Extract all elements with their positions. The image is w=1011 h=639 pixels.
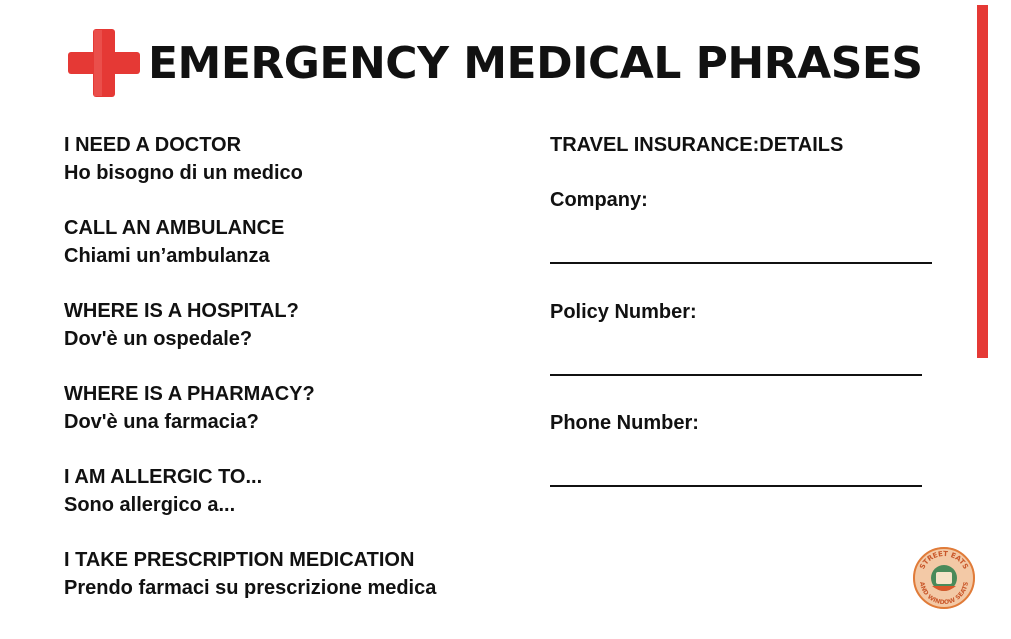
- insurance-details: [550, 131, 950, 159]
- policy-number-label: Policy Number:: [550, 301, 697, 323]
- phrase-english: WHERE IS A HOSPITAL?: [64, 300, 299, 322]
- insurance-heading: TRAVEL INSURANCE:DETAILS: [550, 134, 844, 156]
- phrase-english: I AM ALLERGIC TO...: [64, 466, 263, 488]
- phrase-english: CALL AN AMBULANCE: [64, 217, 285, 239]
- phone-number-blank-line: [550, 485, 922, 487]
- logo-text-top: STREET EATS: [918, 549, 970, 571]
- phrase-italian: Dov'è un ospedale?: [64, 328, 253, 350]
- logo-text-bottom: AND WINDOW SEATS: [918, 581, 970, 607]
- phrase-list: [64, 131, 504, 629]
- company-label: Company:: [550, 189, 648, 211]
- phrase-item: [64, 463, 504, 519]
- phrase-english: I TAKE PRESCRIPTION MEDICATION: [64, 549, 415, 571]
- phrase-item: [64, 297, 504, 353]
- phrase-italian: Chiami un’ambulanza: [64, 245, 270, 267]
- policy-number-blank-line: [550, 374, 922, 376]
- street-eats-logo: [912, 546, 976, 610]
- phrase-item: [64, 380, 504, 436]
- phrase-english: WHERE IS A PHARMACY?: [64, 383, 315, 405]
- accent-bar: [977, 5, 988, 358]
- phrase-item: [64, 131, 504, 187]
- phrase-italian: Prendo farmaci su prescrizione medica: [64, 577, 437, 599]
- phone-number-label: Phone Number:: [550, 412, 699, 434]
- phrase-item: [64, 214, 504, 270]
- company-blank-line: [550, 262, 932, 264]
- page-title: EMERGENCY MEDICAL PHRASES: [148, 38, 923, 89]
- phrase-italian: Ho bisogno di un medico: [64, 162, 303, 184]
- red-cross-icon: [66, 27, 142, 99]
- phrase-italian: Sono allergico a...: [64, 494, 236, 516]
- phrase-english: I NEED A DOCTOR: [64, 134, 242, 156]
- phrase-item: [64, 546, 504, 602]
- phrase-italian: Dov'è una farmacia?: [64, 411, 259, 433]
